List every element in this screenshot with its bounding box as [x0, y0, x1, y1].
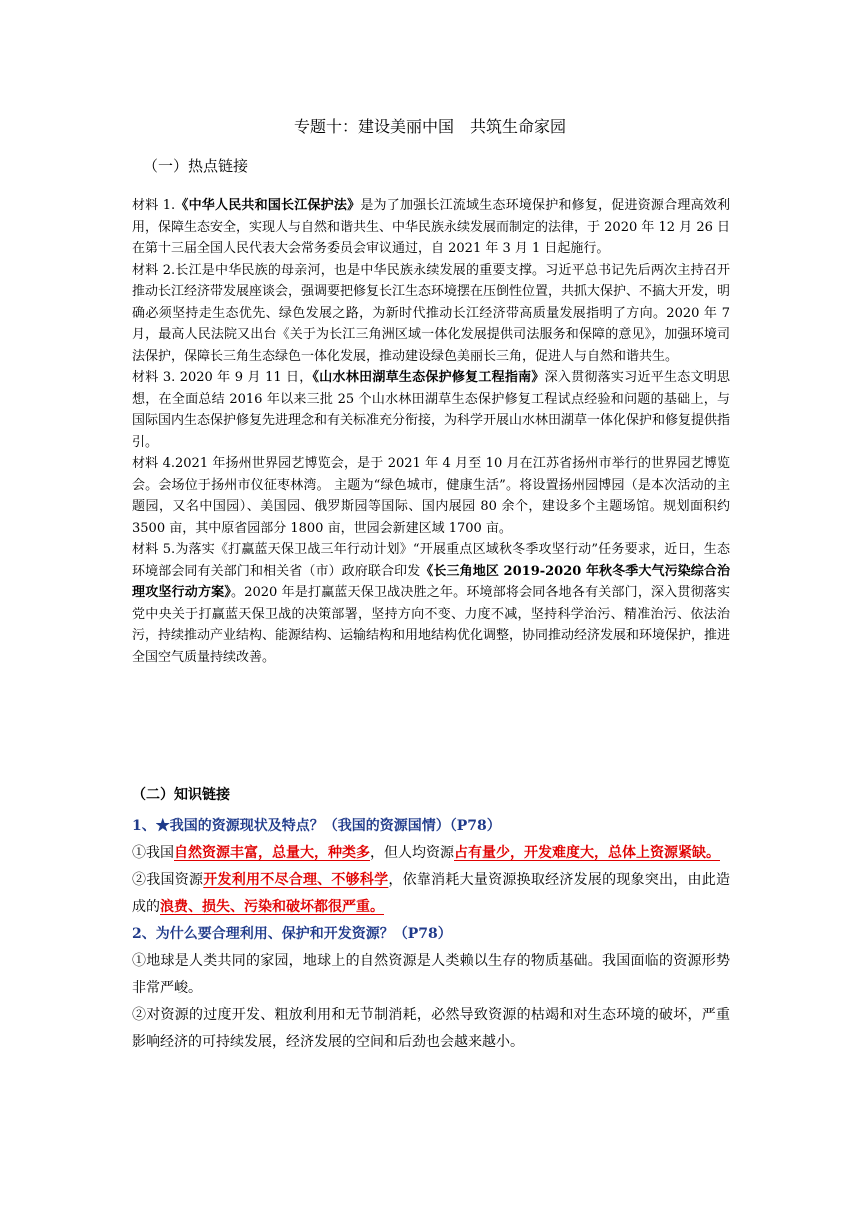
guide-title: 《山水林田湖草生态保护修复工程指南》 [312, 370, 545, 385]
material-1 [132, 195, 730, 260]
material-label: 材料 4. [132, 456, 176, 471]
material-label: 材料 1. [132, 198, 176, 213]
material-4 [132, 453, 730, 539]
material-text: 是为了加强长江流域生态环境保护和修复，促进资源合理高效利用，保障生态安全，实现人与自然和谐共生、中华民族永续发展而制定的法律，于 2020 年 12 月 26 日在第十三届全国人民代表大会常务委员会审议通过，自 2021 年 3 月 1 日起施行。 [132, 198, 730, 256]
material-2 [132, 260, 730, 368]
question-2-point-1: ①地球是人类共同的家园，地球上的自然资源是人类赖以生存的物质基础。我国面临的资源形势非常严峻。 [132, 953, 730, 996]
question-2-title: 2、为什么要合理利用、保护和开发资源？（P78） [132, 926, 452, 942]
material-3 [132, 367, 730, 453]
section-heading-hot-links: （一）热点链接 [143, 157, 249, 175]
material-label: 材料 2. [132, 262, 176, 278]
key-point: 占有量少，开发难度大，总体上资源紧缺。 [454, 845, 720, 861]
knowledge-section [132, 782, 730, 1056]
question-2-point-2: ②对资源的过度开发、粗放利用和无节制消耗，必然导致资源的枯竭和对生态环境的破坏，严重影响经济的可持续发展，经济发展的空间和后劲也会越来越小。 [132, 1007, 730, 1050]
materials-list [132, 195, 730, 668]
answer-text: ①我国 [132, 845, 174, 861]
answer-text: ②我国资源 [132, 872, 204, 888]
answer-text: ，但人均资源 [370, 845, 454, 861]
material-text: 2021 年扬州世界园艺博览会，是于 2021 年 4 月至 10 月在江苏省扬州市举行的世界园艺博览会。会场位于扬州市仪征枣林湾。 主题为“绿色城市，健康生活”。将设置扬州园博园（是本次活动的主题园，又名中国园）、美国园、俄罗斯园等国际、国内展园 80 余个，建设多个主题场馆。规划面积约 3500 亩，其中原省园部分 1800 亩，世园会新建区域 1700 亩。 [132, 456, 730, 536]
material-text: 。2020 年是打赢蓝天保卫战决胜之年。环境部将会同各地各有关部门，深入贯彻落实党中央关于打赢蓝天保卫战的决策部署，坚持方向不变、力度不减，坚持科学治污、精准治污、依法治污，持续推动产业结构、能源结构、运输结构和用地结构优化调整，协同推动经济发展和环境保护，推进全国空气质量持续改善。 [132, 585, 731, 665]
answer-text: ，依靠消耗大量资源换取经济发展的现象突出，由此造成的 [132, 872, 731, 915]
question-1-point-2 [132, 867, 730, 921]
question-1-point-1 [132, 840, 730, 867]
material-label: 材料 3. 2020 年 9 月 11 日， [132, 370, 313, 385]
key-point: 浪费、损失、污染和破坏都很严重。 [160, 899, 384, 915]
plan-title: 《长三角地区 2019-2020 年秋冬季大气污染综合治理攻坚行动方案》 [132, 563, 730, 600]
material-label: 材料 5. [132, 542, 176, 557]
section-heading-knowledge-links: （二）知识链接 [132, 787, 230, 803]
law-title: 《中华人民共和国长江保护法》 [175, 198, 361, 213]
material-text: 长江是中华民族的母亲河，也是中华民族永续发展的重要支撑。习近平总书记先后两次主持召开推动长江经济带发展座谈会，强调要把修复长江生态环境摆在压倒性位置，共抓大保护、不搞大开发，明确必须坚持走生态优先、绿色发展之路，为新时代推动长江经济带高质量发展指明了方向。2020 年 7 月，最高人民法院又出台《关于为长江三角洲区域一体化发展提供司法服务和保障的意见》，加强环境司法保护，保障长三角生态绿色一体化发展，推动建设绿色美丽长三角，促进人与自然和谐共生。 [132, 262, 731, 364]
key-point: 自然资源丰富，总量大，种类多 [174, 845, 370, 861]
page-title: 专题十：建设美丽中国 共筑生命家园 [293, 117, 566, 136]
key-point: 开发利用不尽合理、不够科学 [203, 872, 389, 888]
material-text: 深入贯彻落实习近平生态文明思想，在全面总结 2016 年以来三批 25 个山水林田湖草生态保护修复工程试点经验和问题的基础上，与国际国内生态保护修复先进理念和有关标准充分衔接，为科学开展山水林田湖草一体化保护和修复提供指引。 [132, 370, 731, 450]
material-5 [132, 539, 730, 668]
material-text: 为落实《打赢蓝天保卫战三年行动计划》“开展重点区域秋冬季攻坚行动”任务要求，近日，生态环境部会同有关部门和相关省（市）政府联合印发 [132, 542, 730, 579]
question-1-title: 1、★我国的资源现状及特点？（我国的资源国情）（P78） [132, 818, 501, 834]
